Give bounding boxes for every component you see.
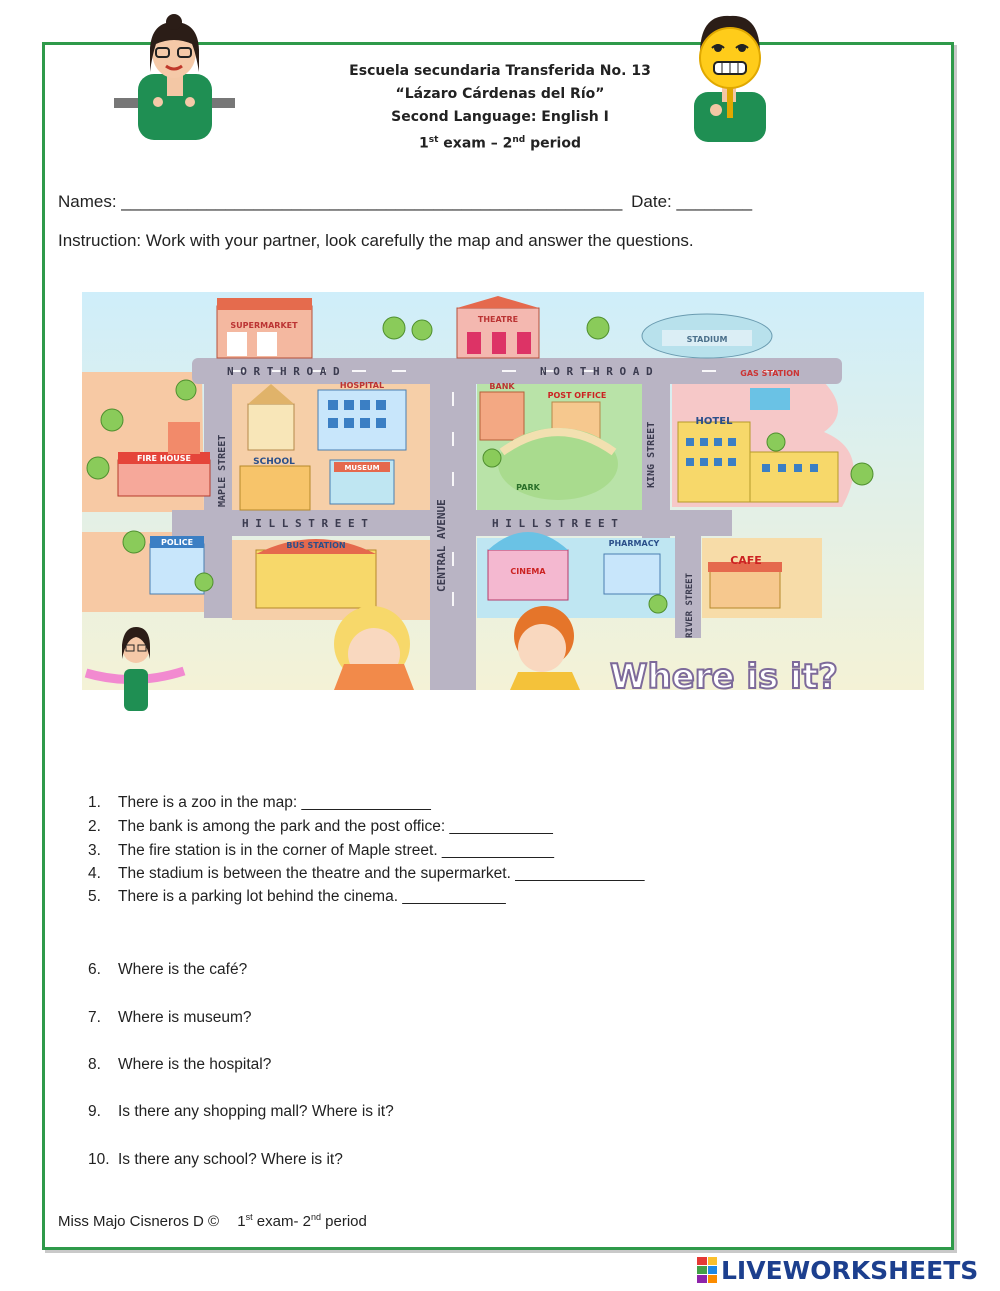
svg-text:POLICE: POLICE [160,538,194,547]
question-8: 8. Where is the hospital? [88,1056,272,1073]
road-label-central: CENTRAL AVENUE [435,499,448,592]
museum-building [330,460,394,504]
town-map-illustration [82,292,924,690]
bus-station-building [256,539,376,608]
svg-text:STADIUM: STADIUM [686,335,728,344]
stadium-building [642,314,772,358]
svg-text:BANK: BANK [489,382,515,391]
footer-period: 1st exam- 2nd period [237,1212,367,1230]
question-3: 3. The fire station is in the corner of Maple street. _____________ [88,842,554,859]
road-label-hill-left: H I L L S T R E E T [242,517,368,530]
teacher-avatar-small [82,625,188,711]
road-label-north-left: N O R T H R O A D [227,365,340,378]
svg-text:BUS STATION: BUS STATION [286,541,346,550]
liveworksheets-wordmark: LIVEWORKSHEETS [721,1255,979,1285]
gas-station-label: GAS STATION [740,369,800,378]
road-label-hill-right: H I L L S T R E E T [492,517,618,530]
footer-author: Miss Majo Cisneros D © [58,1213,220,1230]
question-9: 9. Is there any shopping mall? Where is it? [88,1103,394,1120]
supermarket-building [217,298,312,358]
question-4: 4. The stadium is between the theatre and the supermarket. _______________ [88,865,645,882]
question-7: 7. Where is museum? [88,1009,252,1026]
svg-text:THEATRE: THEATRE [477,315,519,324]
question-5: 5. There is a parking lot behind the cinema. ____________ [88,888,506,905]
date-field[interactable]: Date: ________ [631,192,753,211]
map-title: Where is it? [610,657,838,690]
park-area [498,428,618,500]
road-label-north-right: N O R T H R O A D [540,365,653,378]
svg-text:PHARMACY: PHARMACY [608,539,660,548]
svg-text:PARK: PARK [516,483,540,492]
svg-text:POST OFFICE: POST OFFICE [547,391,607,400]
theatre-building [457,296,539,358]
emoji-avatar-right [690,12,770,142]
svg-text:CINEMA: CINEMA [510,567,546,576]
pharmacy-building [604,539,660,594]
svg-text:SCHOOL: SCHOOL [253,457,295,467]
svg-text:FIRE HOUSE: FIRE HOUSE [136,454,192,463]
liveworksheets-icon [697,1257,717,1283]
worksheet-header [300,60,700,156]
svg-text:HOTEL: HOTEL [695,416,733,427]
subject: Second Language: English I [391,109,609,125]
footer-credit [58,1212,367,1230]
svg-text:SUPERMARKET: SUPERMARKET [230,321,298,330]
names-row [58,192,752,212]
svg-text:MUSEUM: MUSEUM [344,464,380,472]
question-10: 10. Is there any school? Where is it? [88,1151,343,1168]
road-label-king: KING STREET [646,421,657,488]
liveworksheets-logo[interactable] [697,1255,978,1285]
road-label-maple: MAPLE STREET [217,434,228,507]
cinema-building [488,532,568,600]
svg-text:HOSPITAL: HOSPITAL [339,381,385,390]
gas-station-building [750,388,790,410]
names-field[interactable]: Names: _____________________________________________________ [58,192,623,211]
teacher-avatar-left [112,14,237,140]
exam-period: 1st exam – 2nd period [419,135,581,152]
question-2: 2. The bank is among the park and the post office: ____________ [88,818,553,835]
question-6: 6. Where is the café? [88,961,248,978]
hospital-building [318,381,406,450]
instruction-text: Instruction: Work with your partner, look carefully the map and answer the questions. [58,231,694,250]
road-label-river: RIVER STREET [685,572,695,638]
svg-text:CAFE: CAFE [730,554,762,567]
school-namesake: “Lázaro Cárdenas del Río” [395,86,605,102]
question-1: 1. There is a zoo in the map: _______________ [88,794,431,811]
school-name: Escuela secundaria Transferida No. 13 [349,63,651,79]
cafe-building [708,554,782,608]
